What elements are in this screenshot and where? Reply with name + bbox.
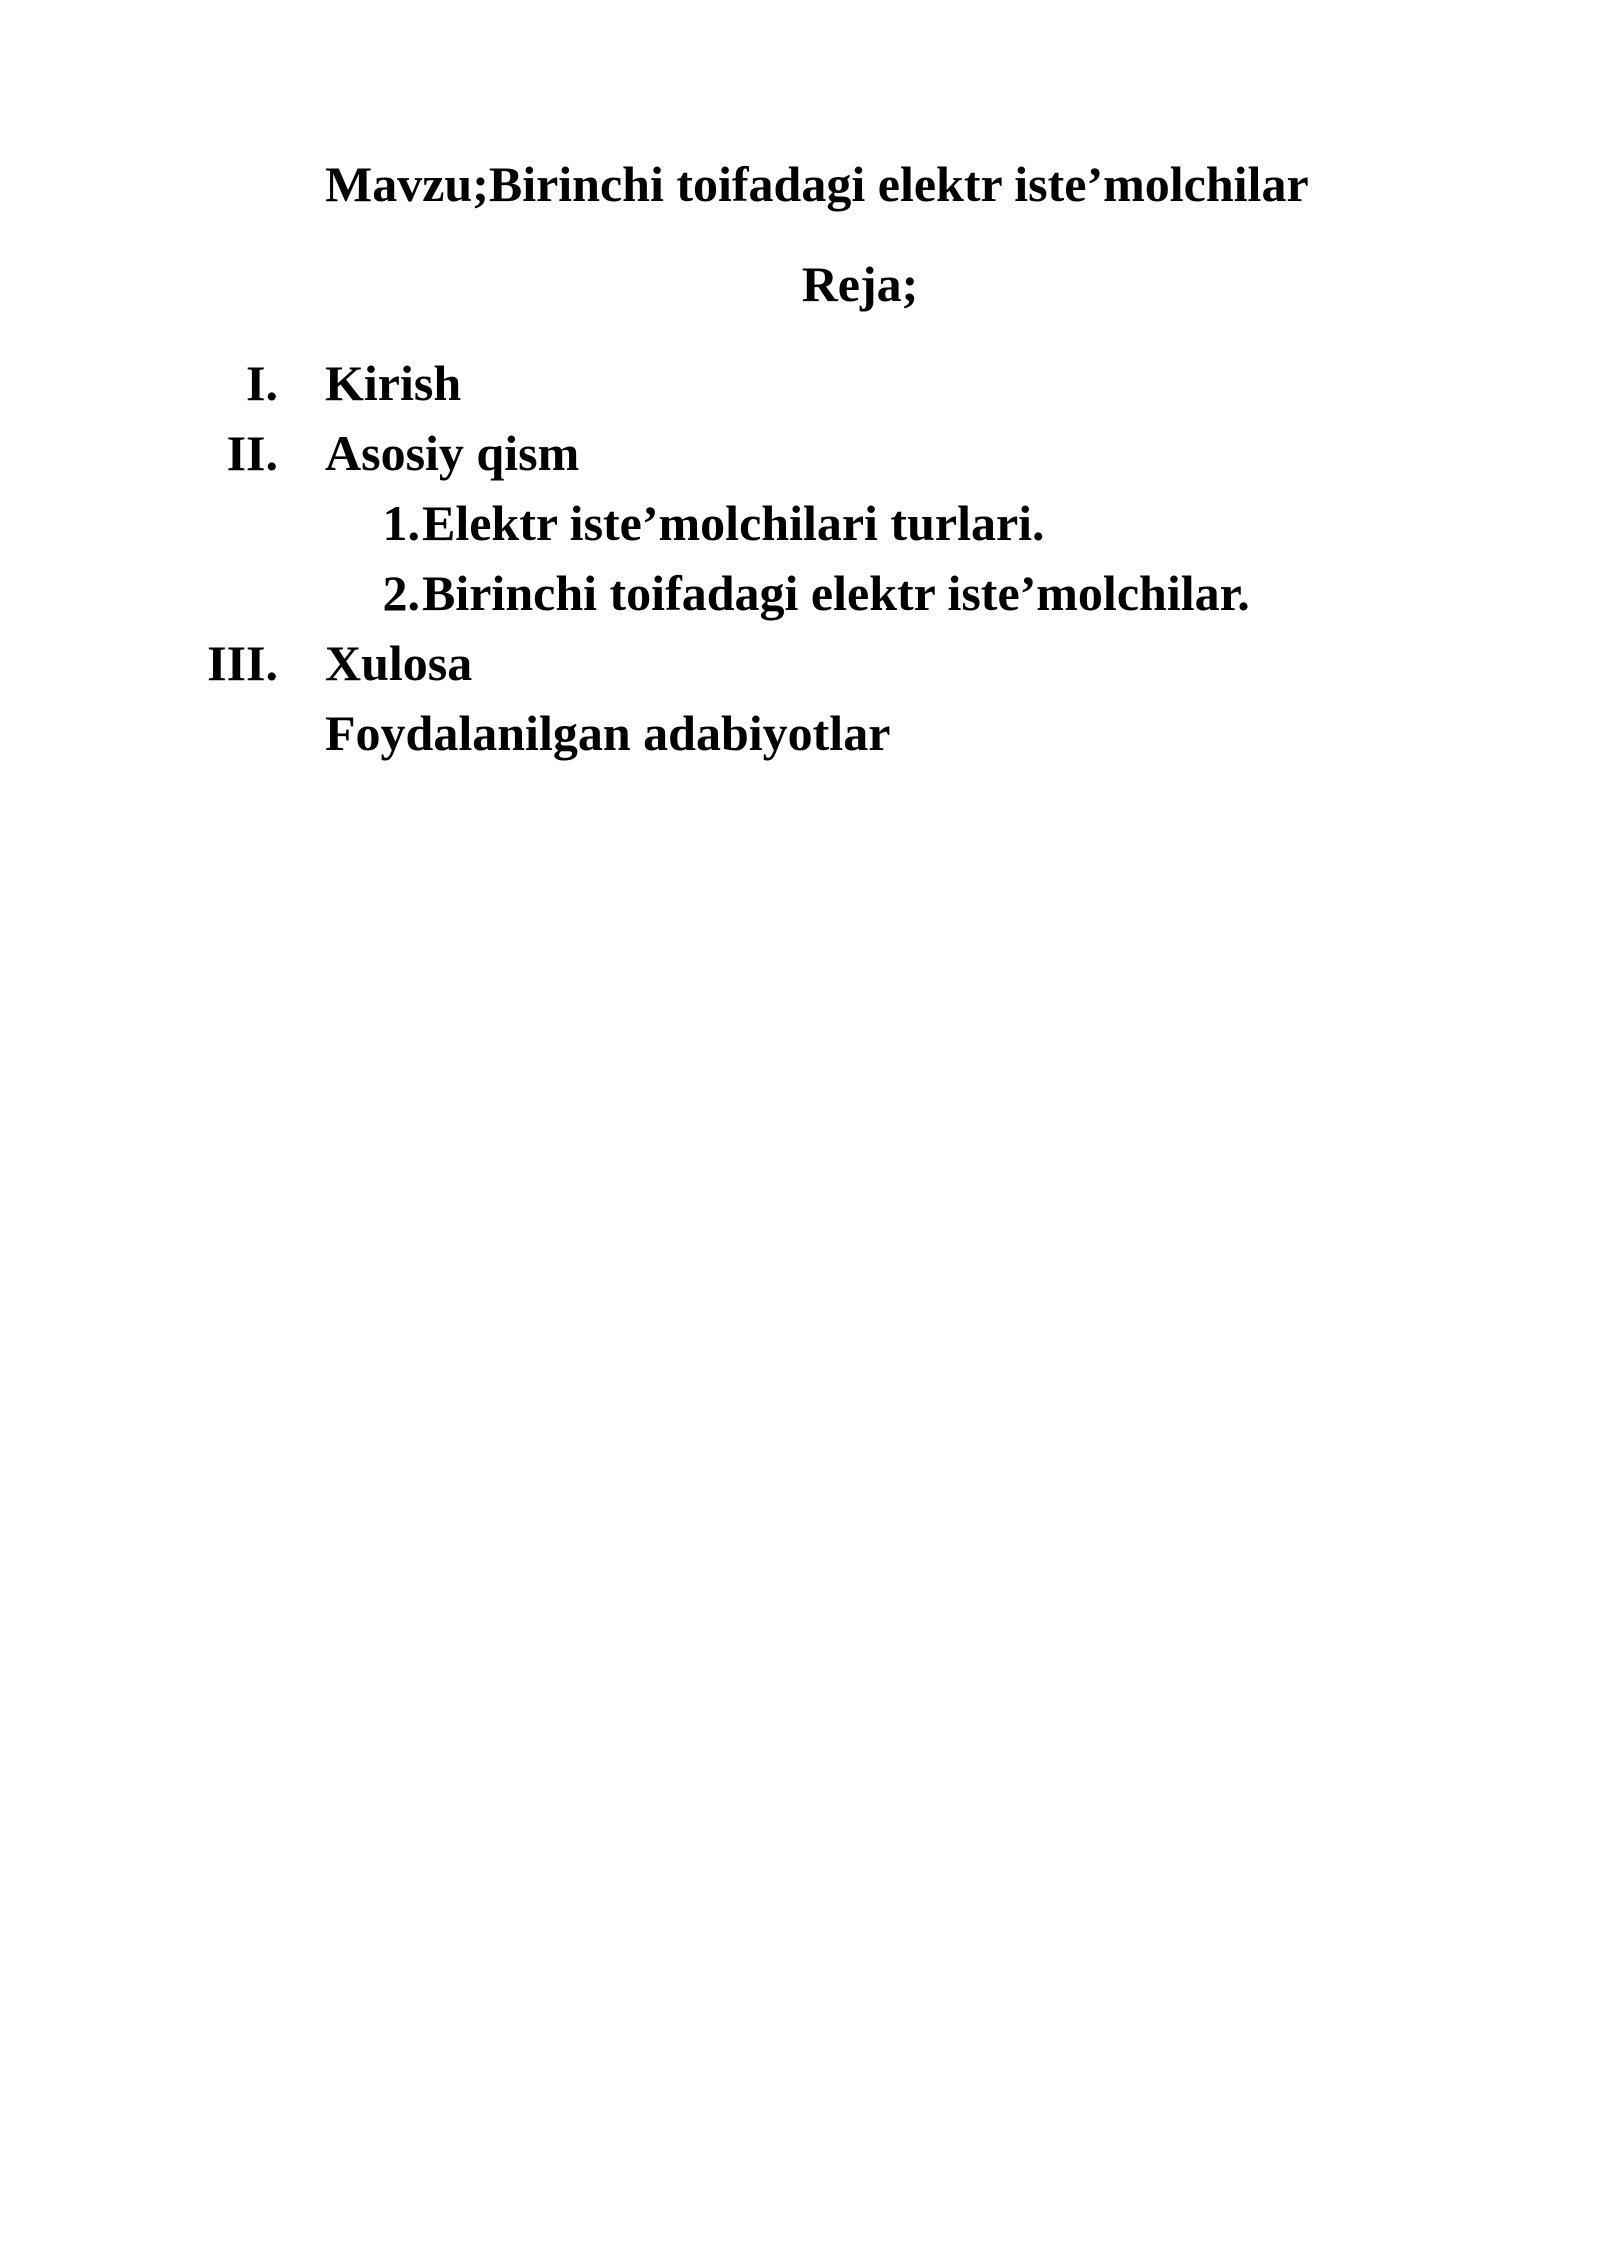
outline-text: Xulosa	[325, 635, 473, 691]
outline-subtext: Elektr iste’molchilari turlari.	[422, 495, 1045, 551]
outline-item-main-part	[0, 418, 1600, 488]
outline-text: Kirish	[325, 355, 462, 411]
outline-text: Asosiy qism	[325, 425, 580, 481]
outline-number: II.	[226, 425, 278, 481]
outline-subitem-consumer-types	[0, 488, 1600, 558]
outline-number: III.	[207, 635, 278, 691]
outline-text: Foydalanilgan adabiyotlar	[325, 705, 891, 761]
outline-subitem-first-category-consumers	[0, 558, 1600, 628]
outline-item-references	[0, 698, 1600, 768]
outline-subnumber: 1.	[382, 495, 420, 551]
document-title: Mavzu;Birinchi toifadagi elektr iste’molchilar	[325, 156, 1309, 212]
outline-subnumber: 2.	[382, 565, 420, 621]
outline-number: I.	[246, 355, 278, 411]
plan-heading: Reja;	[801, 256, 919, 312]
outline-item-conclusion	[0, 628, 1600, 698]
plan-outline	[0, 348, 1600, 768]
outline-item-introduction	[0, 348, 1600, 418]
outline-subtext: Birinchi toifadagi elektr iste’molchilar.	[422, 565, 1250, 621]
